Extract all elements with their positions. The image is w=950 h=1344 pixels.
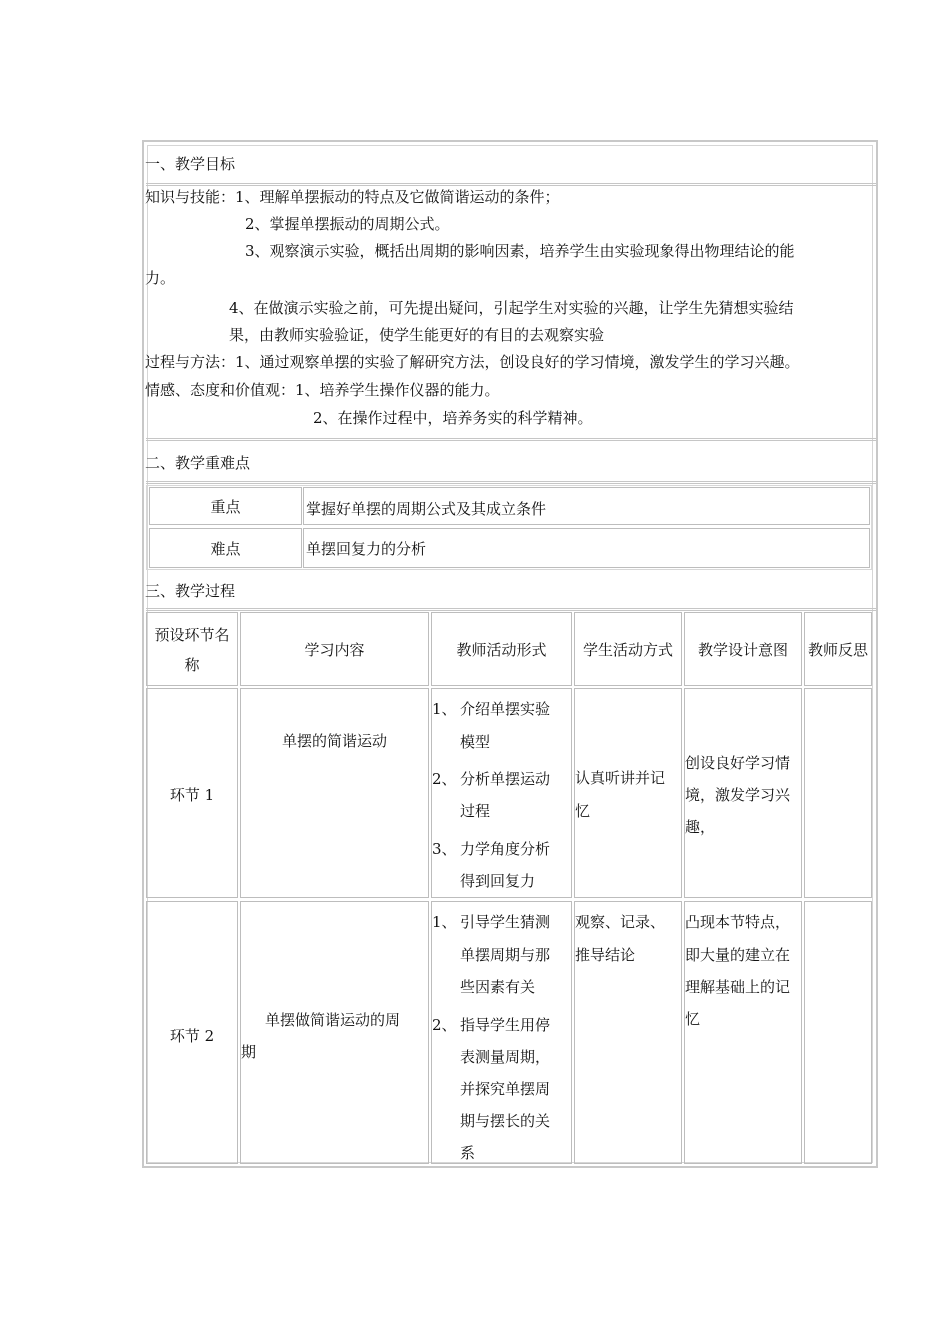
row-1-student-line-1: 认真听讲并记 (575, 769, 666, 787)
difficulty-label: 难点 (210, 540, 241, 558)
table-row-1-stage-cell (146, 688, 238, 898)
row-1-teacher-item-1-num: 1、 (432, 700, 457, 718)
row-1-design-line-3: 趣， (685, 818, 716, 836)
knowledge-line-3b: 力。 (145, 269, 176, 287)
row-2-teacher-item-2-num: 2、 (432, 1016, 457, 1034)
row-2-stage: 环节 2 (169, 1027, 215, 1045)
table-row-2-content-cell (240, 901, 429, 1164)
header-reflection-cell (804, 612, 872, 686)
divider (146, 183, 876, 186)
row-2-teacher-item-2-line-5: 系 (460, 1144, 476, 1162)
row-2-student-line-1: 观察、记录、 (575, 913, 666, 931)
row-2-content-line-1: 单摆做简谐运动的周 (265, 1011, 401, 1029)
divider (146, 608, 876, 611)
key-point-label-cell (149, 487, 302, 525)
row-1-design-line-1: 创设良好学习情 (685, 754, 791, 772)
row-2-teacher-item-2-line-2: 表测量周期， (460, 1048, 551, 1066)
row-2-design-line-4: 忆 (685, 1010, 701, 1028)
knowledge-line-4b: 果，由教师实验验证，使学生能更好的有目的去观察实验 (229, 326, 605, 344)
row-2-teacher-item-2-line-1: 指导学生用停 (460, 1016, 551, 1034)
row-2-teacher-item-2-line-4: 期与摆长的关 (460, 1112, 551, 1130)
difficulty-label-cell (149, 528, 302, 568)
header-student-cell (574, 612, 682, 686)
divider (146, 481, 876, 484)
key-point-content: 掌握好单摆的周期公式及其成立条件 (306, 500, 547, 518)
row-1-stage: 环节 1 (169, 786, 215, 804)
row-1-teacher-item-2-line-2: 过程 (460, 802, 491, 820)
header-stage-line-2: 称 (184, 656, 200, 674)
row-1-design-line-2: 境，激发学习兴 (685, 786, 791, 804)
header-design-cell (684, 612, 802, 686)
table-row-1-teacher-cell (431, 688, 572, 898)
row-2-content-line-2: 期 (241, 1043, 257, 1061)
emotion-line-1: 情感、态度和价值观：1、培养学生操作仪器的能力。 (145, 381, 500, 399)
row-2-teacher-item-1-line-3: 些因素有关 (460, 978, 536, 996)
knowledge-line-1: 知识与技能：1、理解单摆振动的特点及它做简谐运动的条件； (145, 188, 560, 206)
knowledge-line-4a: 4、在做演示实验之前，可先提出疑问，引起学生对实验的兴趣，让学生先猜想实验结 (229, 299, 794, 317)
header-teacher-cell (431, 612, 572, 686)
row-2-teacher-item-1-num: 1、 (432, 913, 457, 931)
row-1-teacher-item-2-line-1: 分析单摆运动 (460, 770, 551, 788)
process-method-line: 过程与方法：1、通过观察单摆的实验了解研究方法，创设良好的学习情境，激发学生的学习兴趣。 (145, 353, 800, 371)
row-1-content: 单摆的简谐运动 (281, 732, 387, 750)
header-teacher: 教师活动形式 (456, 641, 547, 659)
header-stage-line-1: 预设环节名 (154, 626, 230, 644)
header-content-cell (240, 612, 429, 686)
divider (146, 438, 876, 441)
section-title-key-points: 二、教学重难点 (145, 454, 251, 472)
header-stage-cell (146, 612, 238, 686)
difficulty-content-cell (303, 528, 870, 568)
table-row-2-stage-cell (146, 901, 238, 1164)
knowledge-line-2: 2、掌握单摆振动的周期公式。 (245, 215, 450, 233)
row-1-teacher-item-2-num: 2、 (432, 770, 457, 788)
row-2-design-line-3: 理解基础上的记 (685, 978, 791, 996)
section-title-objectives: 一、教学目标 (145, 155, 236, 173)
header-reflection: 教师反思 (807, 641, 868, 659)
table-row-2-reflection-cell (804, 901, 872, 1164)
key-point-label: 重点 (210, 498, 241, 516)
table-row-1-design-cell (684, 688, 802, 898)
row-1-student-line-2: 忆 (575, 802, 591, 820)
table-row-1-content-cell (240, 688, 429, 898)
table-row-2-design-cell (684, 901, 802, 1164)
row-1-teacher-item-3-line-1: 力学角度分析 (460, 840, 551, 858)
header-content: 学习内容 (304, 641, 365, 659)
row-2-teacher-item-1-line-2: 单摆周期与那 (460, 946, 551, 964)
emotion-line-2: 2、在操作过程中，培养务实的科学精神。 (313, 409, 593, 427)
row-1-teacher-item-1-line-1: 介绍单摆实验 (460, 700, 551, 718)
table-row-2-student-cell (574, 901, 682, 1164)
row-1-teacher-item-1-line-2: 模型 (460, 733, 491, 751)
row-2-student-line-2: 推导结论 (575, 946, 636, 964)
key-point-content-cell (303, 487, 870, 525)
section-title-process: 三、教学过程 (145, 582, 236, 600)
row-2-teacher-item-2-line-3: 并探究单摆周 (460, 1080, 551, 1098)
row-2-design-line-2: 即大量的建立在 (685, 946, 791, 964)
knowledge-line-3a: 3、观察演示实验，概括出周期的影响因素，培养学生由实验现象得出物理结论的能 (245, 242, 795, 260)
difficulty-content: 单摆回复力的分析 (306, 540, 427, 558)
header-design: 教学设计意图 (697, 641, 788, 659)
row-2-design-line-1: 凸现本节特点， (685, 913, 791, 931)
row-1-teacher-item-3-line-2: 得到回复力 (460, 872, 536, 890)
row-2-teacher-item-1-line-1: 引导学生猜测 (460, 913, 551, 931)
table-row-2-teacher-cell (431, 901, 572, 1164)
table-row-1-student-cell (574, 688, 682, 898)
header-student: 学生活动方式 (582, 641, 673, 659)
table-row-1-reflection-cell (804, 688, 872, 898)
row-1-teacher-item-3-num: 3、 (432, 840, 457, 858)
